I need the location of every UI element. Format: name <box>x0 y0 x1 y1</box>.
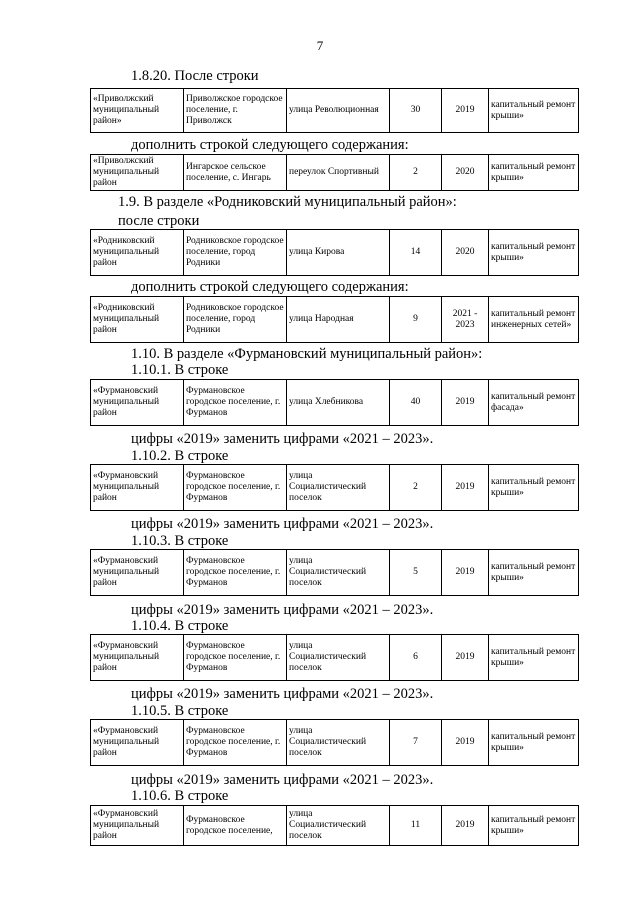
cell-district: «Родниковский муниципальный район <box>91 230 184 276</box>
paragraph: 1.10. В разделе «Фурмановский муниципальный район»: <box>131 346 483 362</box>
cell-district: «Фурмановский муниципальный район <box>91 635 184 681</box>
table-row <box>91 89 579 133</box>
cell-house: 7 <box>390 720 442 766</box>
cell-year: 2019 <box>442 635 489 681</box>
cell-district: «Фурмановский муниципальный район <box>91 806 184 846</box>
paragraph: 1.10.6. В строке <box>131 788 229 804</box>
cell-district: «Фурмановский муниципальный район <box>91 380 184 426</box>
cell-street: улица Социалистический поселок <box>287 635 390 681</box>
cell-house: 11 <box>390 806 442 846</box>
address-table <box>90 154 579 191</box>
cell-year: 2019 <box>442 550 489 596</box>
cell-year: 2020 <box>442 155 489 191</box>
cell-work: капитальный ремонт крыши» <box>489 465 579 511</box>
cell-house: 2 <box>390 155 442 191</box>
cell-house: 2 <box>390 465 442 511</box>
address-table <box>90 634 579 681</box>
paragraph: цифры «2019» заменить цифрами «2021 – 2023». <box>131 772 434 788</box>
cell-district: «Родниковский муниципальный район <box>91 297 184 343</box>
cell-work: капитальный ремонт инженерных сетей» <box>489 297 579 343</box>
cell-year: 2021 - 2023 <box>442 297 489 343</box>
paragraph: цифры «2019» заменить цифрами «2021 – 2023». <box>131 602 434 618</box>
cell-year: 2019 <box>442 465 489 511</box>
cell-house: 40 <box>390 380 442 426</box>
cell-work: капитальный ремонт крыши» <box>489 635 579 681</box>
cell-settlement: Ингарское сельское поселение, с. Ингарь <box>184 155 287 191</box>
paragraph: 1.10.3. В строке <box>131 533 229 549</box>
cell-settlement: Фурмановское городское поселение, г. Фурманов <box>184 550 287 596</box>
paragraph: цифры «2019» заменить цифрами «2021 – 2023». <box>131 516 434 532</box>
address-table <box>90 296 579 343</box>
cell-year: 2020 <box>442 230 489 276</box>
cell-settlement: Фурмановское городское поселение, г. Фурманов <box>184 635 287 681</box>
cell-house: 30 <box>390 89 442 133</box>
page-number: 7 <box>316 38 324 53</box>
cell-settlement: Фурмановское городское поселение, <box>184 806 287 846</box>
cell-street: улица Социалистический поселок <box>287 720 390 766</box>
cell-street: улица Кирова <box>287 230 390 276</box>
cell-settlement: Родниковское городское поселение, город Родники <box>184 230 287 276</box>
cell-district: «Фурмановский муниципальный район <box>91 720 184 766</box>
cell-settlement: Фурмановское городское поселение, г. Фурманов <box>184 380 287 426</box>
table-row <box>91 297 579 343</box>
cell-year: 2019 <box>442 89 489 133</box>
table-row <box>91 806 579 846</box>
cell-settlement: Фурмановское городское поселение, г. Фурманов <box>184 465 287 511</box>
cell-work: капитальный ремонт крыши» <box>489 720 579 766</box>
cell-house: 14 <box>390 230 442 276</box>
cell-street: улица Хлебникова <box>287 380 390 426</box>
cell-settlement: Приволжское городское поселение, г. Приволжск <box>184 89 287 133</box>
table-row <box>91 720 579 766</box>
paragraph: цифры «2019» заменить цифрами «2021 – 2023». <box>131 431 434 447</box>
cell-work: капитальный ремонт крыши» <box>489 230 579 276</box>
cell-street: улица Революционная <box>287 89 390 133</box>
cell-district: «Приволжский муниципальный район» <box>91 89 184 133</box>
paragraph: 1.10.5. В строке <box>131 703 229 719</box>
table-row <box>91 635 579 681</box>
address-table <box>90 549 579 596</box>
cell-house: 6 <box>390 635 442 681</box>
paragraph: цифры «2019» заменить цифрами «2021 – 2023». <box>131 686 434 702</box>
table-row <box>91 550 579 596</box>
table-row <box>91 465 579 511</box>
cell-district: «Фурмановский муниципальный район <box>91 465 184 511</box>
address-table <box>90 464 579 511</box>
cell-street: переулок Спортивный <box>287 155 390 191</box>
paragraph: 1.10.4. В строке <box>131 618 229 634</box>
paragraph: дополнить строкой следующего содержания: <box>131 137 409 153</box>
cell-work: капитальный ремонт крыши» <box>489 155 579 191</box>
cell-street: улица Социалистический поселок <box>287 550 390 596</box>
paragraph: 1.10.1. В строке <box>131 362 229 378</box>
paragraph: 1.10.2. В строке <box>131 448 229 464</box>
address-table <box>90 719 579 766</box>
cell-district: «Фурмановский муниципальный район <box>91 550 184 596</box>
cell-work: капитальный ремонт фасада» <box>489 380 579 426</box>
cell-year: 2019 <box>442 720 489 766</box>
address-table <box>90 229 579 276</box>
cell-house: 5 <box>390 550 442 596</box>
address-table <box>90 805 579 846</box>
cell-street: улица Социалистический поселок <box>287 465 390 511</box>
cell-year: 2019 <box>442 380 489 426</box>
paragraph: 1.9. В разделе «Родниковский муниципальный район»: <box>118 194 457 210</box>
cell-settlement: Родниковское городское поселение, город Родники <box>184 297 287 343</box>
table-row <box>91 155 579 191</box>
cell-district: «Приволжский муниципальный район <box>91 155 184 191</box>
paragraph: после строки <box>118 213 200 229</box>
cell-work: капитальный ремонт крыши» <box>489 550 579 596</box>
cell-work: капитальный ремонт крыши» <box>489 89 579 133</box>
paragraph: 1.8.20. После строки <box>131 68 259 84</box>
table-row <box>91 230 579 276</box>
address-table <box>90 88 579 133</box>
cell-street: улица Социалистический поселок <box>287 806 390 846</box>
table-row <box>91 380 579 426</box>
paragraph: дополнить строкой следующего содержания: <box>131 279 409 295</box>
cell-street: улица Народная <box>287 297 390 343</box>
cell-settlement: Фурмановское городское поселение, г. Фурманов <box>184 720 287 766</box>
cell-year: 2019 <box>442 806 489 846</box>
address-table <box>90 379 579 426</box>
cell-house: 9 <box>390 297 442 343</box>
cell-work: капитальный ремонт крыши» <box>489 806 579 846</box>
